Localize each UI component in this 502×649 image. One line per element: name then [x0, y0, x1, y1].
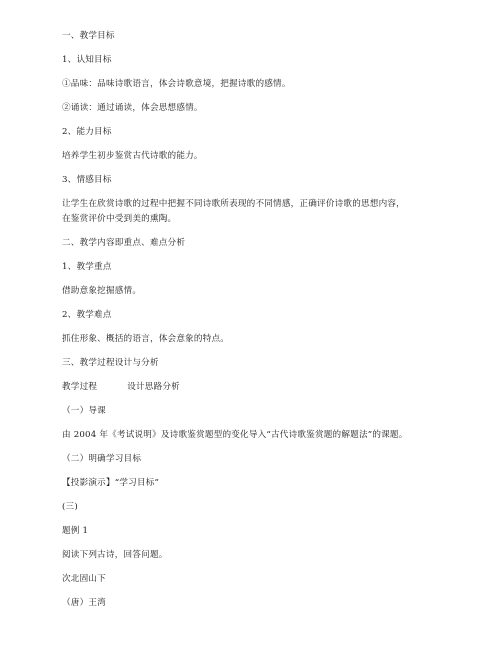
subheading-intro: （一）导课	[62, 406, 106, 416]
text-line	[62, 381, 180, 393]
subheading-emotion-goal: 3、情感目标	[62, 175, 112, 185]
subheading-ability-goal: 2、能力目标	[62, 127, 112, 137]
text-line: 【投影演示】“学习目标”	[62, 478, 160, 488]
text-line: 让学生在欣赏诗歌的过程中把握不同诗歌所表现的不同情感，正确评价诗歌的思想内容，	[62, 199, 405, 209]
text-line: 借助意象挖掘感情。	[62, 286, 142, 296]
subheading-key-points: 1、教学重点	[62, 262, 112, 272]
text-line: 抓住形象、概括的语言，体会意象的特点。	[62, 334, 230, 344]
poem-author: （唐）王湾	[62, 598, 106, 608]
heading-process-design: 三、教学过程设计与分析	[62, 358, 159, 368]
column-label-design: 设计思路分析	[127, 382, 180, 392]
text-line: ①品味：品味诗歌语言，体会诗歌意境，把握诗歌的感情。	[62, 79, 291, 89]
text-line: ②诵读：通过诵读，体会思想感情。	[62, 103, 203, 113]
heading-content-analysis: 二、教学内容即重点、难点分析	[62, 238, 186, 248]
poem-title: 次北固山下	[62, 574, 106, 584]
subheading-learning-goals: （二）明确学习目标	[62, 454, 142, 464]
subheading-difficulties: 2、教学难点	[62, 310, 112, 320]
text-line: 阅读下列古诗，回答问题。	[62, 550, 168, 560]
subheading-cognitive-goal: 1、认知目标	[62, 55, 112, 65]
text-line: 在鉴赏评价中受到美的熏陶。	[62, 214, 177, 224]
column-label-process: 教学过程	[62, 382, 98, 392]
text-line: 题例 1	[62, 526, 89, 536]
heading-teaching-goals: 一、教学目标	[62, 31, 115, 41]
text-line: 由 2004 年《考试说明》及诗歌鉴赏题型的变化导入“古代诗歌鉴赏题的解题法”的课题。	[62, 430, 408, 440]
text-line: (三)	[62, 502, 78, 512]
text-line: 培养学生初步鉴赏古代诗歌的能力。	[62, 151, 203, 161]
